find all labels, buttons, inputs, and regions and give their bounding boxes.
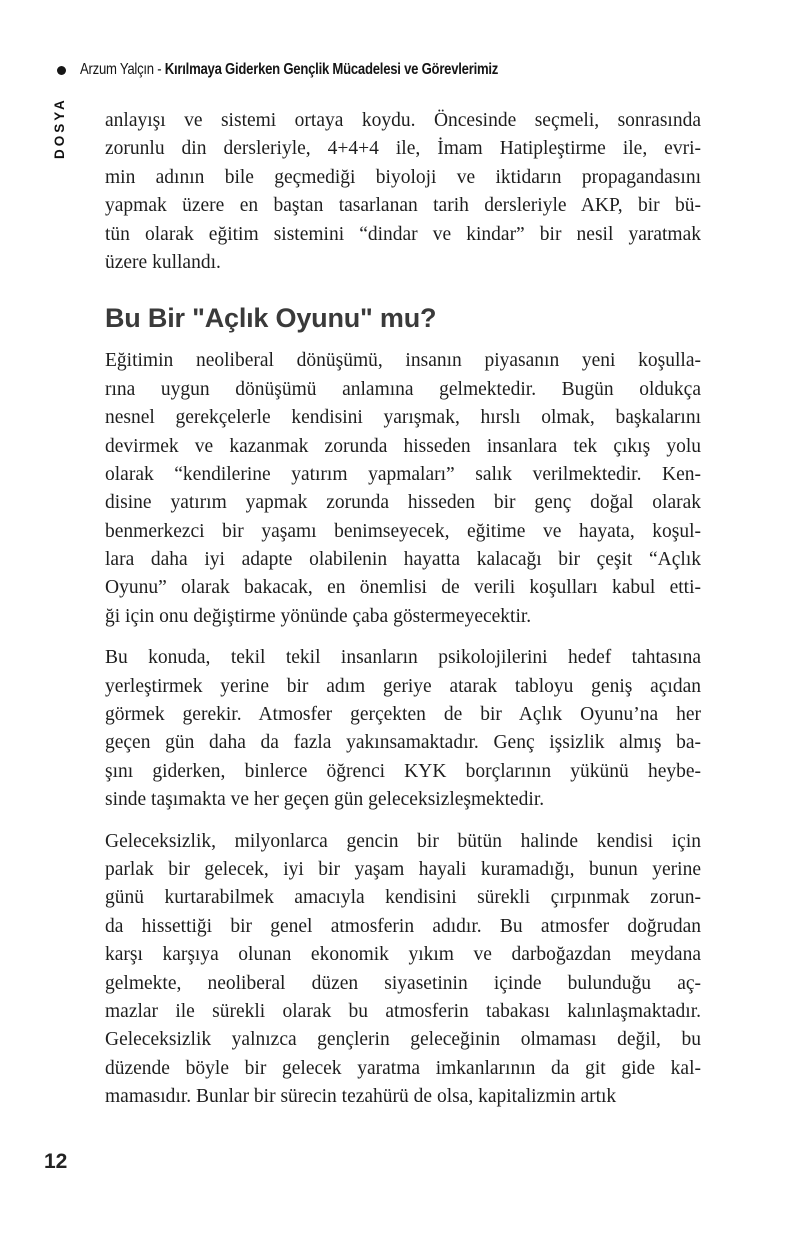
text-line: yapmak üzere en baştan tasarlanan tarih dersleriyle AKP, bir bü- bbox=[105, 195, 701, 217]
section-heading: Bu Bir "Açlık Oyunu" mu? bbox=[105, 303, 437, 334]
text-line: devirmek ve kazanmak zorunda hisseden insanlara tek çıkış yolu bbox=[105, 435, 701, 457]
paragraph-2 bbox=[105, 347, 701, 631]
text-line: geçen gün daha da fazla yakınsamaktadır. Genç işsizlik almış ba- bbox=[105, 732, 701, 754]
text-line: da hissettiği bir genel atmosferin adıdır. Bu atmosfer doğrudan bbox=[105, 915, 701, 937]
text-line: tün olarak eğitim sistemini “dindar ve kindar” bir nesil yaratmak bbox=[105, 223, 701, 245]
text-line: Eğitimin neoliberal dönüşümü, insanın piyasanın yeni koşulla- bbox=[105, 350, 701, 372]
text-line: şını giderken, binlerce öğrenci KYK borçlarının yükünü heybe- bbox=[105, 760, 701, 782]
text-line: mazlar ile sürekli olarak bu atmosferin tabakası kalınlaşmaktadır. bbox=[105, 1000, 701, 1022]
section-vertical-label: DOSYA bbox=[52, 97, 67, 159]
page-number: 12 bbox=[44, 1150, 68, 1173]
text-line: zorunlu din dersleriyle, 4+4+4 ile, İmam Hatipleştirme ile, evri- bbox=[105, 138, 701, 160]
header-author: Arzum Yalçın - bbox=[80, 61, 165, 78]
text-line: ği için onu değiştirme yönünde çaba göstermeyecektir. bbox=[105, 605, 532, 627]
text-line: disine yatırım yapmak zorunda hisseden bir genç doğal olarak bbox=[105, 492, 701, 514]
text-line: benmerkezci bir yaşamı benimseyecek, eğitime ve hayata, koşul- bbox=[105, 520, 701, 542]
paragraph-3 bbox=[105, 644, 701, 814]
text-line: karşı karşıya olunan ekonomik yıkım ve darboğazdan meydana bbox=[105, 944, 701, 966]
bullet-icon bbox=[57, 66, 66, 75]
paragraph-1 bbox=[105, 107, 701, 277]
text-line: nesnel gerekçelerle kendisini yarışmak, hırslı olmak, başkalarını bbox=[105, 407, 701, 429]
text-line: mamasıdır. Bunlar bir sürecin tezahürü de olsa, kapitalizmin artık bbox=[105, 1086, 617, 1108]
text-line: olarak “kendilerine yatırım yapmaları” salık verilmektedir. Ken- bbox=[105, 463, 701, 485]
text-line: anlayışı ve sistemi ortaya koydu. Öncesinde seçmeli, sonrasında bbox=[105, 110, 701, 131]
paragraph-4 bbox=[105, 828, 701, 1112]
text-line: Bu konuda, tekil tekil insanların psikolojilerini hedef tahtasına bbox=[105, 647, 701, 669]
header-text bbox=[80, 61, 498, 79]
text-line: lara daha iyi adapte olabilenin hayatta kalacağı bir çeşit “Açlık bbox=[105, 549, 701, 571]
article-body bbox=[105, 107, 701, 1125]
page-header bbox=[57, 61, 757, 79]
text-line: Oyunu” olarak bakacak, en önemlisi de verili koşulları kabul etti- bbox=[105, 577, 701, 599]
text-line: günü kurtarabilmek amacıyla kendisini sürekli çırpınmak zorun- bbox=[105, 887, 701, 909]
text-line: Geleceksizlik, milyonlarca gencin bir bütün halinde kendisi için bbox=[105, 830, 701, 852]
text-line: rına uygun dönüşümü anlamına gelmektedir. Bugün oldukça bbox=[105, 378, 701, 400]
text-line: düzende böyle bir gelecek yaratma imkanlarının da git gide kal- bbox=[105, 1057, 701, 1079]
text-line: yerleştirmek yerine bir adım geriye atarak tabloyu geniş açıdan bbox=[105, 675, 701, 697]
text-line: sinde taşımakta ve her geçen gün geleceksizleşmektedir. bbox=[105, 789, 545, 811]
text-line: min adının bile geçmediği biyoloji ve iktidarın propagandasını bbox=[105, 166, 701, 188]
text-line: gelmekte, neoliberal düzen siyasetinin içinde bulunduğu aç- bbox=[105, 972, 701, 994]
text-line: üzere kullandı. bbox=[105, 251, 221, 273]
text-line: parlak bir gelecek, iyi bir yaşam hayali kuramadığı, bunun yerine bbox=[105, 858, 701, 880]
header-article-title: Kırılmaya Giderken Gençlik Mücadelesi ve Görevlerimiz bbox=[164, 61, 499, 78]
text-line: görmek gerekir. Atmosfer gerçekten de bir Açlık Oyunu’na her bbox=[105, 704, 701, 726]
text-line: Geleceksizlik yalnızca gençlerin geleceğinin olmaması değil, bu bbox=[105, 1029, 701, 1051]
